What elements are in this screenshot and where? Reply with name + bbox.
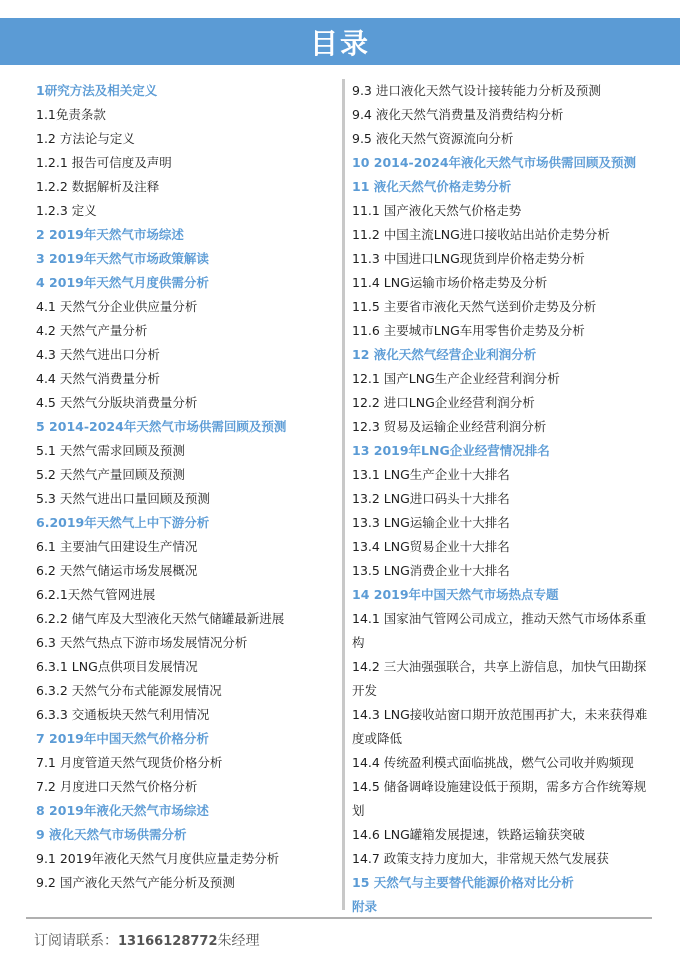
toc-section-heading: 14 2019年中国天然气市场热点专题 xyxy=(352,587,559,602)
toc-entry: 4.5 天然气分版块消费量分析 xyxy=(36,395,198,410)
toc-section-heading: 6.2019年天然气上中下游分析 xyxy=(36,515,210,530)
toc-entry: 1.2.1 报告可信度及声明 xyxy=(36,155,172,170)
toc-entry: 5.1 天然气需求回顾及预测 xyxy=(36,443,185,458)
toc-section-heading: 附录 xyxy=(352,899,378,914)
toc-section-heading: 5 2014-2024年天然气市场供需回顾及预测 xyxy=(36,419,287,434)
toc-entry: 1.2.2 数据解析及注释 xyxy=(36,179,160,194)
toc-section-heading: 13 2019年LNG企业经营情况排名 xyxy=(352,443,550,458)
toc-section-heading: 3 2019年天然气市场政策解读 xyxy=(36,251,209,266)
toc-entry: 13.5 LNG消费企业十大排名 xyxy=(352,563,510,578)
toc-entry: 6.2.2 储气库及大型液化天然气储罐最新进展 xyxy=(36,611,285,626)
bottom-divider xyxy=(26,917,652,919)
toc-entry: 13.2 LNG进口码头十大排名 xyxy=(352,491,510,506)
toc-entry: 14.4 传统盈利模式面临挑战，燃气公司收并购频现 xyxy=(352,755,634,770)
toc-entry: 9.3 进口液化天然气设计接转能力分析及预测 xyxy=(352,83,601,98)
toc-entry: 1.1免责条款 xyxy=(36,107,106,122)
toc-entry: 13.1 LNG生产企业十大排名 xyxy=(352,467,510,482)
toc-title: 目录 xyxy=(0,18,680,65)
toc-entry: 7.1 月度管道天然气现货价格分析 xyxy=(36,755,223,770)
toc-entry: 14.2 三大油强强联合，共享上游信息，加快气田勘探开发 xyxy=(352,659,647,698)
toc-entry: 6.3.2 天然气分布式能源发展情况 xyxy=(36,683,222,698)
toc-entry: 13.4 LNG贸易企业十大排名 xyxy=(352,539,510,554)
toc-entry: 7.2 月度进口天然气价格分析 xyxy=(36,779,198,794)
toc-entry: 6.3.3 交通板块天然气利用情况 xyxy=(36,707,210,722)
toc-right-list xyxy=(352,79,648,919)
toc-entry: 11.2 中国主流LNG进口接收站出站价走势分析 xyxy=(352,227,610,242)
toc-right-column xyxy=(342,79,648,914)
toc-section-heading: 1研究方法及相关定义 xyxy=(36,83,158,98)
toc-entry: 14.1 国家油气管网公司成立，推动天然气市场体系重构 xyxy=(352,611,647,650)
toc-entry: 11.5 主要省市液化天然气送到价走势及分析 xyxy=(352,299,597,314)
toc-section-heading: 12 液化天然气经营企业利润分析 xyxy=(352,347,537,362)
toc-entry: 14.7 政策支持力度加大，非常规天然气发展获 xyxy=(352,851,609,866)
toc-entry: 14.3 LNG接收站窗口期开放范围再扩大，未来获得难度或降低 xyxy=(352,707,648,746)
toc-entry: 9.1 2019年液化天然气月度供应量走势分析 xyxy=(36,851,280,866)
toc-entry: 4.4 天然气消费量分析 xyxy=(36,371,160,386)
toc-entry: 12.2 进口LNG企业经营利润分析 xyxy=(352,395,535,410)
toc-left-list xyxy=(36,79,336,895)
toc-entry: 12.1 国产LNG生产企业经营利润分析 xyxy=(352,371,560,386)
contact-name: 朱经理 xyxy=(217,933,260,949)
toc-entry: 1.2.3 定义 xyxy=(36,203,97,218)
toc-section-heading: 2 2019年天然气市场综述 xyxy=(36,227,184,242)
toc-entry: 4.3 天然气进出口分析 xyxy=(36,347,160,362)
toc-section-heading: 15 天然气与主要替代能源价格对比分析 xyxy=(352,875,574,890)
toc-entry: 11.3 中国进口LNG现货到岸价格走势分析 xyxy=(352,251,585,266)
toc-section-heading: 11 液化天然气价格走势分析 xyxy=(352,179,512,194)
toc-entry: 6.2.1天然气管网进展 xyxy=(36,587,156,602)
toc-entry: 13.3 LNG运输企业十大排名 xyxy=(352,515,510,530)
toc-entry: 5.3 天然气进出口量回顾及预测 xyxy=(36,491,210,506)
toc-section-heading: 4 2019年天然气月度供需分析 xyxy=(36,275,209,290)
toc-entry: 12.3 贸易及运输企业经营利润分析 xyxy=(352,419,547,434)
toc-entry: 4.2 天然气产量分析 xyxy=(36,323,148,338)
toc-entry: 14.6 LNG罐箱发展提速，铁路运输获突破 xyxy=(352,827,585,842)
toc-entry: 5.2 天然气产量回顾及预测 xyxy=(36,467,185,482)
toc-entry: 11.4 LNG运输市场价格走势及分析 xyxy=(352,275,548,290)
toc-section-heading: 10 2014-2024年液化天然气市场供需回顾及预测 xyxy=(352,155,637,170)
toc-entry: 9.2 国产液化天然气产能分析及预测 xyxy=(36,875,235,890)
toc-left-column xyxy=(36,79,336,910)
toc-entry: 6.1 主要油气田建设生产情况 xyxy=(36,539,198,554)
contact-label: 订阅请联系： xyxy=(34,933,118,949)
toc-section-heading: 9 液化天然气市场供需分析 xyxy=(36,827,187,842)
contact-phone: 13166128772 xyxy=(118,934,218,949)
toc-entry: 4.1 天然气分企业供应量分析 xyxy=(36,299,198,314)
toc-entry: 11.6 主要城市LNG车用零售价走势及分析 xyxy=(352,323,585,338)
toc-entry: 1.2 方法论与定义 xyxy=(36,131,135,146)
toc-entry: 14.5 储备调峰设施建设低于预期，需多方合作统筹规划 xyxy=(352,779,647,818)
toc-section-heading: 7 2019年中国天然气价格分析 xyxy=(36,731,209,746)
toc-entry: 11.1 国产液化天然气价格走势 xyxy=(352,203,522,218)
toc-entry: 6.2 天然气储运市场发展概况 xyxy=(36,563,198,578)
toc-entry: 6.3.1 LNG点供项目发展情况 xyxy=(36,659,198,674)
toc-section-heading: 8 2019年液化天然气市场综述 xyxy=(36,803,209,818)
contact-line xyxy=(34,930,260,950)
toc-entry: 6.3 天然气热点下游市场发展情况分析 xyxy=(36,635,248,650)
toc-entry: 9.4 液化天然气消费量及消费结构分析 xyxy=(352,107,564,122)
toc-entry: 9.5 液化天然气资源流向分析 xyxy=(352,131,514,146)
